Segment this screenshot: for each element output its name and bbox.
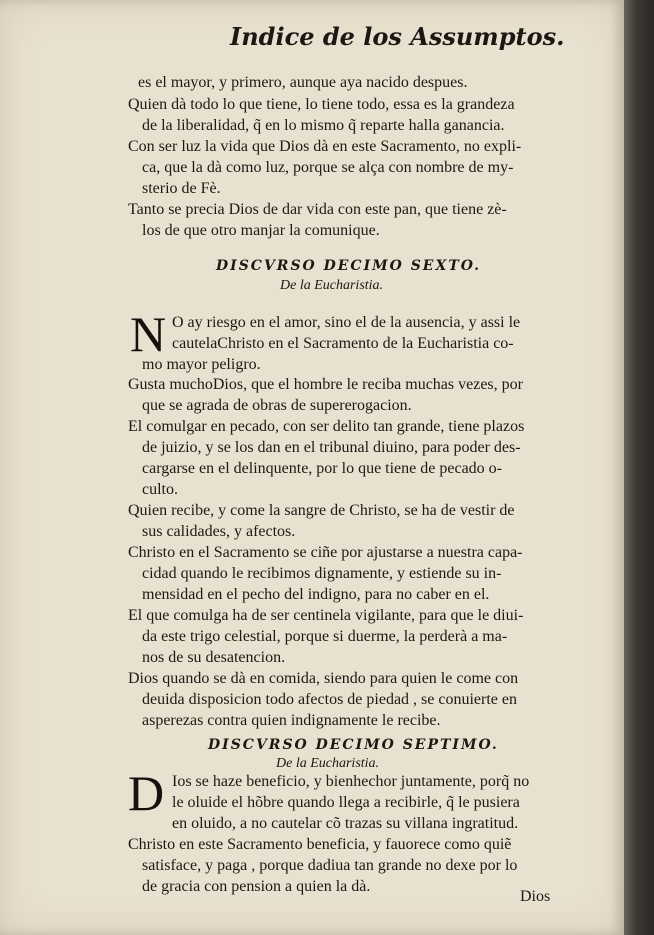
text-line: da este trigo celestial, porque si duerme, la perderà a ma-	[142, 628, 508, 645]
text-line: Gusta muchoDios, que el hombre le reciba muchas vezes, por	[128, 376, 523, 393]
text-line: nos de su desatencion.	[142, 649, 286, 666]
text-line: cautelaChristo en el Sacramento de la Eucharistia co-	[172, 335, 514, 352]
text-line: le oluide el hõbre quando llega a recibirle, q̃ le pusiera	[172, 794, 520, 811]
text-line: asperezas contra quien indignamente le recibe.	[142, 712, 441, 729]
text-line: Christo en este Sacramento beneficia, y fauorece como quiẽ	[128, 836, 512, 853]
text-line: El comulgar en pecado, con ser delito tan grande, tiene plazos	[128, 418, 525, 435]
text-line: Ios se haze beneficio, y bienhechor juntamente, porq̃ no	[172, 773, 530, 790]
text-line: Quien dà todo lo que tiene, lo tiene todo, essa es la grandeza	[128, 96, 515, 113]
text-line: cargarse en el delinquente, por lo que tiene de pecado o-	[142, 460, 502, 477]
text-line: sus calidades, y afectos.	[142, 523, 296, 540]
text-line: que se agrada de obras de supererogacion.	[142, 397, 412, 414]
text-line: mo mayor peligro.	[142, 356, 261, 373]
text-line: Tanto se precia Dios de dar vida con este pan, que tiene zè-	[128, 201, 507, 218]
text-line: Quien recibe, y come la sangre de Christo, se ha de vestir de	[128, 502, 515, 519]
text-line: de juizio, y se los dan en el tribunal diuino, para poder des-	[142, 439, 521, 456]
text-line: O ay riesgo en el amor, sino el de la ausencia, y assi le	[172, 314, 521, 331]
text-line: Christo en el Sacramento se ciñe por ajustarse a nuestra capa-	[128, 544, 523, 561]
section-title: DISCVRSO DECIMO SEPTIMO.	[208, 737, 499, 753]
text-line: sterio de Fè.	[142, 180, 221, 197]
section-title: DISCVRSO DECIMO SEXTO.	[216, 258, 481, 274]
text-line: es el mayor, y primero, aunque aya nacido despues.	[138, 74, 468, 91]
text-line: en oluido, a no cautelar cõ trazas su villana ingratitud.	[172, 815, 519, 832]
text-line: Con ser luz la vida que Dios dà en este Sacramento, no expli-	[128, 138, 522, 155]
page-header: Indice de los Assumptos.	[230, 22, 565, 51]
text-line: ca, que la dà como luz, porque se alça con nombre de my-	[142, 159, 514, 176]
section-subtitle: De la Eucharistia.	[280, 278, 384, 293]
text-line: de la liberalidad, q̃ en lo mismo q̃ reparte halla ganancia.	[142, 117, 505, 134]
section-subtitle: De la Eucharistia.	[276, 756, 380, 771]
text-line: los de que otro manjar la comunique.	[142, 222, 380, 239]
catchword: Dios	[520, 888, 551, 905]
text-line: de gracia con pension a quien la dà.	[142, 878, 371, 895]
text-line: satisface, y paga , porque dadiua tan grande no dexe por lo	[142, 857, 518, 874]
text-line: cidad quando le recibimos dignamente, y estiende su in-	[142, 565, 502, 582]
text-line: El que comulga ha de ser centinela vigilante, para que le diui-	[128, 607, 524, 624]
text-line: culto.	[142, 481, 178, 498]
drop-cap: D	[128, 765, 165, 821]
text-line: Dios quando se dà en comida, siendo para quien le come con	[128, 670, 519, 687]
text-line: mensidad en el pecho del indigno, para no caber en el.	[142, 586, 490, 603]
book-edge	[624, 0, 654, 935]
drop-cap: N	[130, 306, 167, 362]
text-line: deuida disposicion todo afectos de piedad , se conuierte en	[142, 691, 517, 708]
